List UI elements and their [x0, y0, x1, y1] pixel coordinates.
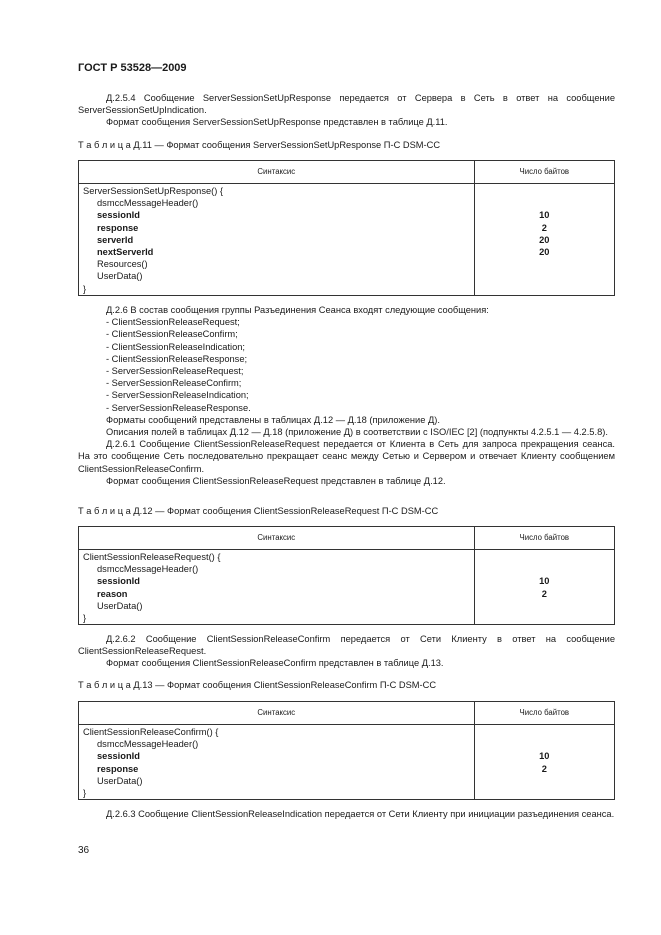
syntax-cell	[79, 550, 475, 625]
bytes-value	[475, 738, 614, 750]
list-item: - ClientSessionReleaseRequest;	[106, 317, 240, 328]
syntax-line: }	[83, 787, 87, 798]
syntax-cell	[79, 725, 475, 800]
bytes-value: 10	[539, 210, 550, 221]
bytes-value: 10	[539, 576, 550, 587]
bytes-value	[475, 283, 614, 295]
paragraph: Описания полей в таблицах Д.12 — Д.18 (приложение Д) в соответствии с ISO/IEC [2] (подпункты 4.2.5.1 — 4.2.5.8).	[106, 427, 608, 438]
list-item: - ServerSessionReleaseConfirm;	[106, 378, 242, 389]
bytes-value	[475, 563, 614, 575]
syntax-line: ServerSessionSetUpResponse() {	[83, 186, 224, 196]
column-header-bytes: Число байтов	[474, 702, 614, 725]
list-item: - ClientSessionReleaseConfirm;	[106, 329, 238, 340]
column-header-syntax: Синтаксис	[79, 527, 475, 550]
list-item: - ClientSessionReleaseResponse;	[106, 353, 248, 364]
syntax-line: dsmccMessageHeader()	[97, 564, 199, 575]
bytes-value	[475, 197, 614, 209]
bytes-value	[475, 775, 614, 787]
column-header-bytes: Число байтов	[474, 527, 614, 550]
syntax-field: reason	[97, 588, 128, 599]
table-d12-caption: Т а б л и ц а Д.12 — Формат сообщения ClientSessionReleaseRequest П-С DSM-CC	[78, 506, 439, 516]
section-d262	[78, 633, 615, 670]
syntax-line: }	[83, 283, 87, 294]
syntax-line: dsmccMessageHeader()	[97, 739, 199, 750]
column-header-bytes: Число байтов	[474, 161, 614, 184]
syntax-field: response	[97, 222, 139, 233]
bytes-value: 20	[539, 234, 550, 245]
syntax-line: }	[83, 612, 87, 623]
table-d13	[78, 701, 615, 800]
section-d263	[78, 808, 615, 820]
syntax-field: response	[97, 763, 139, 774]
bytes-value: 2	[541, 763, 547, 774]
page-number: 36	[78, 845, 90, 856]
bytes-value: 20	[539, 246, 550, 257]
syntax-field: sessionId	[97, 210, 140, 221]
list-item: - ClientSessionReleaseIndication;	[106, 341, 246, 352]
paragraph: Форматы сообщений представлены в таблицах Д.12 — Д.18 (приложение Д).	[106, 414, 440, 425]
syntax-line: UserData()	[97, 271, 143, 282]
paragraph: Формат сообщения ServerSessionSetUpResponse представлен в таблице Д.11.	[106, 117, 448, 128]
syntax-cell	[79, 184, 475, 296]
bytes-value	[475, 258, 614, 270]
paragraph: Д.2.6 В состав сообщения группы Разъединения Сеанса входят следующие сообщения:	[106, 305, 489, 315]
bytes-cell	[474, 550, 614, 625]
section-d254	[78, 92, 615, 129]
paragraph: Формат сообщения ClientSessionReleaseConfirm представлен в таблице Д.13.	[106, 658, 444, 669]
paragraph: Формат сообщения ClientSessionReleaseRequest представлен в таблице Д.12.	[106, 475, 446, 486]
list-item: - ServerSessionReleaseRequest;	[106, 366, 244, 377]
syntax-line: dsmccMessageHeader()	[97, 198, 199, 209]
bytes-value	[475, 600, 614, 612]
syntax-field: serverId	[97, 234, 134, 245]
table-d13-caption: Т а б л и ц а Д.13 — Формат сообщения ClientSessionReleaseConfirm П-С DSM-CC	[78, 680, 437, 690]
bytes-value	[475, 185, 614, 197]
bytes-cell	[474, 184, 614, 296]
syntax-line: ClientSessionReleaseRequest() {	[83, 552, 221, 562]
section-d26	[78, 304, 615, 487]
paragraph: Д.2.6.3 Сообщение ClientSessionReleaseIndication передается от Сети Клиенту при инициации разъединения сеанса.	[106, 809, 615, 819]
table-d11	[78, 160, 615, 296]
bytes-value	[475, 726, 614, 738]
bytes-value	[475, 787, 614, 799]
syntax-field: nextServerId	[97, 246, 154, 257]
table-d12	[78, 526, 615, 625]
list-item: - ServerSessionReleaseResponse.	[106, 402, 251, 413]
table-d11-caption: Т а б л и ц а Д.11 — Формат сообщения ServerSessionSetUpResponse П-С DSM-CC	[78, 140, 441, 150]
bytes-value	[475, 270, 614, 282]
column-header-syntax: Синтаксис	[79, 161, 475, 184]
syntax-line: ClientSessionReleaseConfirm() {	[83, 727, 219, 737]
paragraph: Д.2.6.2 Сообщение ClientSessionReleaseConfirm передается от Сети Клиенту в ответ на сообщение ClientSessionReleaseRequest.	[78, 634, 615, 657]
syntax-line: Resources()	[97, 259, 148, 270]
paragraph: Д.2.6.1 Сообщение ClientSessionReleaseRequest передается от Клиента в Сеть для запроса прекращения сеанса. На это сообщение Сеть последовательно прекращает сеанс между Сетью и Сервером и отвечает Клиенту сообщением ClientSessionReleaseConfirm.	[78, 439, 615, 474]
bytes-value: 2	[541, 222, 547, 233]
bytes-value	[475, 551, 614, 563]
syntax-field: sessionId	[97, 751, 140, 762]
bytes-cell	[474, 725, 614, 800]
bytes-value: 2	[541, 588, 547, 599]
syntax-line: UserData()	[97, 600, 143, 611]
list-item: - ServerSessionReleaseIndication;	[106, 390, 249, 401]
syntax-field: sessionId	[97, 576, 140, 587]
syntax-line: UserData()	[97, 775, 143, 786]
column-header-syntax: Синтаксис	[79, 702, 475, 725]
paragraph: Д.2.5.4 Сообщение ServerSessionSetUpResponse передается от Сервера в Сеть в ответ на сообщение ServerSessionSetUpIndication.	[78, 93, 615, 116]
bytes-value	[475, 612, 614, 624]
bytes-value: 10	[539, 751, 550, 762]
document-header: ГОСТ Р 53528—2009	[78, 62, 187, 74]
